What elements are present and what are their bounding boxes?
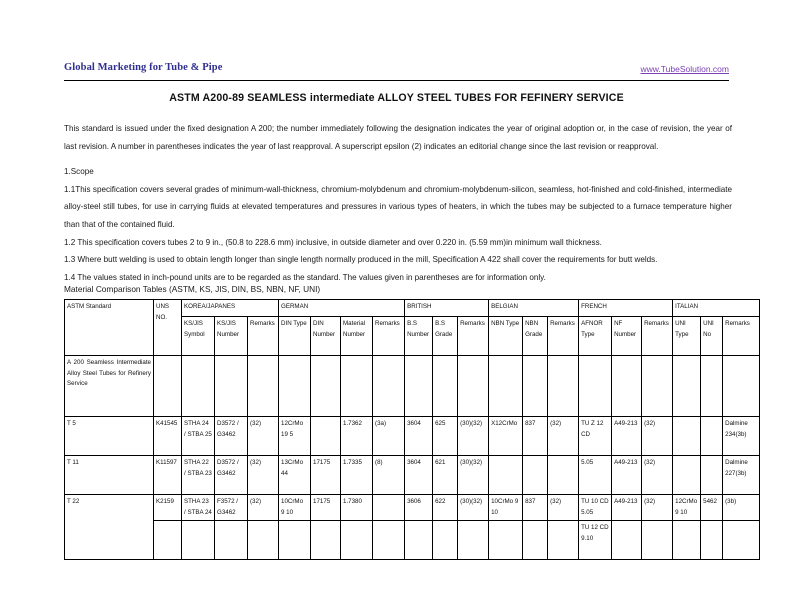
header-din-number: DIN Number: [311, 317, 341, 356]
header-divider: [64, 80, 729, 81]
cell-din-number: [311, 356, 341, 417]
cell-korea-remarks: (32): [248, 456, 279, 495]
cell-belgian-remarks: [548, 456, 579, 495]
cell-din-type: [279, 356, 311, 417]
header-french-remarks: Remarks: [642, 317, 673, 356]
cell-ks-jis-number: D3572 / G3462: [215, 417, 248, 456]
scope-heading: 1.Scope: [64, 167, 94, 177]
cell-uns-no: K2159: [154, 495, 182, 521]
cell-ks-jis-symbol: STHA 23 / STBA 24: [182, 495, 215, 521]
cell-french-remarks: (32): [642, 417, 673, 456]
cell-nbn-type: [489, 521, 523, 560]
cell-french-remarks: [642, 356, 673, 417]
cell-bs-grade: [433, 356, 458, 417]
header-bs-grade: B.S Grade: [433, 317, 458, 356]
cell-afnor-type: TU 12 CD 9.10: [579, 521, 612, 560]
cell-nbn-type: [489, 356, 523, 417]
cell-din-type: 10CrMo 9 10: [279, 495, 311, 521]
table-row: [65, 495, 760, 521]
scope-item-1-2: 1.2 This specification covers tubes 2 to 9 in., (50.8 to 228.6 mm) inclusive, in outside diameter and over 0.220 in. (5.59 mm)in minimum wall thickness.: [64, 237, 602, 247]
cell-uns-no: K11597: [154, 456, 182, 495]
cell-nbn-grade: [523, 356, 548, 417]
cell-din-number: [311, 521, 341, 560]
cell-german-remarks: (3a): [373, 417, 405, 456]
cell-afnor-type: TU 10 CD 5.05: [579, 495, 612, 521]
cell-german-remarks: (8): [373, 456, 405, 495]
cell-ks-jis-symbol: [182, 356, 215, 417]
cell-din-number: 17175: [311, 495, 341, 521]
header-nf-number: NF Number: [612, 317, 642, 356]
cell-uni-type: [673, 521, 701, 560]
cell-nbn-type: X12CrMo: [489, 417, 523, 456]
cell-material-number: 1.7362: [341, 417, 373, 456]
intro-paragraph: This standard is issued under the fixed designation A 200; the number immediately following the designation indicates the year of original adoption or, in the case of revision, the year of last revision. A number in parentheses indicates the year of last reapproval. A superscript epsilon (2) indicates an editorial change since the last revision or reapproval.: [64, 124, 732, 151]
cell-uni-type: 12CrMo 9 10: [673, 495, 701, 521]
cell-ks-jis-symbol: STHA 24 / STBA 25: [182, 417, 215, 456]
header-uns-no: UNS NO.: [154, 300, 182, 356]
body-spacer: [64, 155, 732, 163]
cell-ks-jis-number: [215, 521, 248, 560]
header-brand-text: Global Marketing for Tube & Pipe: [64, 62, 223, 73]
cell-belgian-remarks: [548, 356, 579, 417]
cell-material-number: [341, 356, 373, 417]
cell-bs-grade: 622: [433, 495, 458, 521]
cell-bs-number: 3606: [405, 495, 433, 521]
header-belgian-remarks: Remarks: [548, 317, 579, 356]
cell-uni-type: [673, 456, 701, 495]
cell-bs-grade: [433, 521, 458, 560]
cell-german-remarks: [373, 521, 405, 560]
header-material-number: Material Number: [341, 317, 373, 356]
cell-bs-number: [405, 521, 433, 560]
cell-british-remarks: [458, 356, 489, 417]
cell-nbn-grade: [523, 521, 548, 560]
scope-item-1-4: 1.4 The values stated in inch-pound units are to be regarded as the standard. The values given in parentheses are for information only.: [64, 272, 546, 282]
cell-uni-type: [673, 356, 701, 417]
header-group-italian: ITALIAN: [673, 300, 760, 317]
header-bs-number: B.S Number: [405, 317, 433, 356]
cell-ks-jis-number: [215, 356, 248, 417]
cell-din-type: [279, 521, 311, 560]
header-italian-remarks: Remarks: [723, 317, 760, 356]
header-british-remarks: Remarks: [458, 317, 489, 356]
table-group-header-row: [65, 300, 760, 317]
cell-din-number: 17175: [311, 456, 341, 495]
cell-nbn-type: 10CrMo 9 10: [489, 495, 523, 521]
table-row: [65, 417, 760, 456]
table-row: [65, 521, 760, 560]
cell-din-type: 13CrMo 44: [279, 456, 311, 495]
cell-material-number: 1.7335: [341, 456, 373, 495]
cell-belgian-remarks: (32): [548, 495, 579, 521]
header-astm-standard: ASTM Standard: [65, 300, 154, 356]
cell-material-number: [341, 521, 373, 560]
cell-din-number: [311, 417, 341, 456]
cell-nbn-type: [489, 456, 523, 495]
cell-italian-remarks: [723, 356, 760, 417]
cell-bs-grade: 621: [433, 456, 458, 495]
cell-astm-standard: A 200 Seamless Intermediate Alloy Steel Tubes for Refinery Service: [65, 356, 154, 417]
cell-bs-grade: 625: [433, 417, 458, 456]
header-uni-no: UNI No: [701, 317, 723, 356]
cell-belgian-remarks: (32): [548, 417, 579, 456]
cell-afnor-type: [579, 356, 612, 417]
cell-uns-no: K41545: [154, 417, 182, 456]
header-nbn-type: NBN Type: [489, 317, 523, 356]
cell-astm-standard: T 22: [65, 495, 154, 560]
cell-british-remarks: (30)(32): [458, 456, 489, 495]
cell-korea-remarks: [248, 521, 279, 560]
page-title: ASTM A200-89 SEAMLESS intermediate ALLOY STEEL TUBES FOR FEFINERY SERVICE: [169, 92, 624, 104]
cell-german-remarks: [373, 356, 405, 417]
cell-nf-number: [612, 356, 642, 417]
cell-astm-standard: T 11: [65, 456, 154, 495]
cell-korea-remarks: (32): [248, 417, 279, 456]
header-group-belgian: BELGIAN: [489, 300, 579, 317]
cell-french-remarks: (32): [642, 495, 673, 521]
cell-bs-number: 3604: [405, 417, 433, 456]
cell-din-type: 12CrMo 19 5: [279, 417, 311, 456]
cell-bs-number: 3604: [405, 456, 433, 495]
cell-nf-number: A49-213: [612, 456, 642, 495]
cell-nbn-grade: [523, 456, 548, 495]
cell-nbn-grade: 837: [523, 417, 548, 456]
header-group-french: FRENCH: [579, 300, 673, 317]
material-comparison-table-wrapper: [64, 299, 750, 560]
cell-french-remarks: [642, 521, 673, 560]
cell-astm-standard: T 5: [65, 417, 154, 456]
cell-italian-remarks: [723, 521, 760, 560]
cell-uni-no: 5462: [701, 495, 723, 521]
cell-ks-jis-number: F3572 / G3462: [215, 495, 248, 521]
cell-uns-no: [154, 521, 182, 560]
cell-uni-type: [673, 417, 701, 456]
header-group-british: BRITISH: [405, 300, 489, 317]
material-comparison-table: [64, 299, 760, 560]
cell-uni-no: [701, 456, 723, 495]
cell-uni-no: [701, 356, 723, 417]
cell-korea-remarks: (32): [248, 495, 279, 521]
cell-bs-number: [405, 356, 433, 417]
cell-afnor-type: TU Z 12 CD: [579, 417, 612, 456]
cell-nf-number: A49-213: [612, 495, 642, 521]
table-row: [65, 456, 760, 495]
cell-nf-number: [612, 521, 642, 560]
document-body: [64, 120, 732, 286]
header-korea-remarks: Remarks: [248, 317, 279, 356]
header-group-korea-japanes: KOREA/JAPANES: [182, 300, 279, 317]
cell-uni-no: [701, 417, 723, 456]
table-caption: Material Comparison Tables (ASTM, KS, JIS, DIN, BS, NBN, NF, UNI): [64, 284, 321, 294]
cell-afnor-type: 5.05: [579, 456, 612, 495]
cell-ks-jis-symbol: [182, 521, 215, 560]
cell-ks-jis-number: D3572 / G3462: [215, 456, 248, 495]
scope-item-1-1: 1.1This specification covers several grades of minimum-wall-thickness, chromium-molybdenum and chromium-molybdenum-silicon, seamless, hot-finished and cold-finished, intermediate alloy-steel still tubes, for use in carrying fluids at elevated temperatures and pressures in various types of heaters, in which the tubes may be subjected to a furnace temperature higher than that of the contained fluid.: [64, 184, 732, 229]
cell-material-number: 1.7380: [341, 495, 373, 521]
header-ks-jis-symbol: KS/JIS Symbol: [182, 317, 215, 356]
cell-nf-number: A49-213: [612, 417, 642, 456]
cell-british-remarks: (30)(32): [458, 417, 489, 456]
cell-italian-remarks: Dalmine 234(3b): [723, 417, 760, 456]
cell-italian-remarks: (3b): [723, 495, 760, 521]
header-din-type: DIN Type: [279, 317, 311, 356]
cell-german-remarks: [373, 495, 405, 521]
cell-british-remarks: [458, 521, 489, 560]
cell-belgian-remarks: [548, 521, 579, 560]
table-row: [65, 356, 760, 417]
cell-italian-remarks: Dalmine 227(3b): [723, 456, 760, 495]
header-german-remarks: Remarks: [373, 317, 405, 356]
cell-french-remarks: (32): [642, 456, 673, 495]
cell-ks-jis-symbol: STHA 22 / STBA 23: [182, 456, 215, 495]
cell-british-remarks: (30)(32): [458, 495, 489, 521]
header-uni-type: UNI Type: [673, 317, 701, 356]
header-nbn-grade: NBN Grade: [523, 317, 548, 356]
header-ks-jis-number: KS/JIS Number: [215, 317, 248, 356]
header-afnor-type: AFNOR Type: [579, 317, 612, 356]
cell-uni-no: [701, 521, 723, 560]
scope-item-1-3: 1.3 Where butt welding is used to obtain length longer than single length normally produced in the mill, Specification A 422 shall cover the requirements for butt welds.: [64, 255, 658, 265]
cell-uns-no: [154, 356, 182, 417]
cell-nbn-grade: 837: [523, 495, 548, 521]
cell-korea-remarks: [248, 356, 279, 417]
header-group-german: GERMAN: [279, 300, 405, 317]
website-link[interactable]: www.TubeSolution.com: [640, 64, 729, 74]
